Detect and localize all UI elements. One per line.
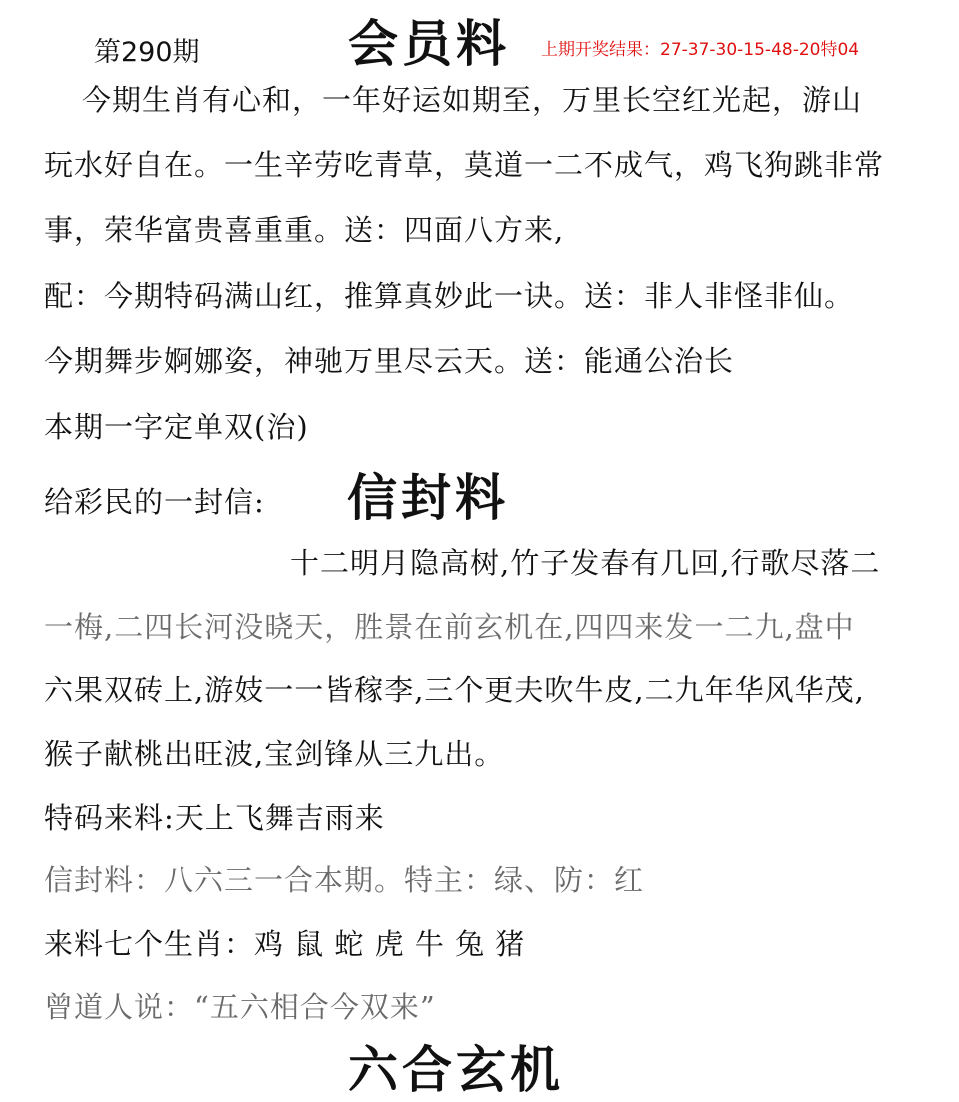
envelope-detail-line: 信封料：八六三一合本期。特主：绿、防：红 [44,863,645,897]
saying-line: 曾道人说：“五六相合今双来” [44,990,436,1024]
issue-number: 第290期 [94,37,200,68]
pei-line-1: 配：今期特码满山红，推算真妙此一诀。送：非人非怪非仙。 [44,279,855,313]
last-draw-result: 上期开奖结果：27-37-30-15-48-20特04 [541,40,860,60]
pei-line-2: 今期舞步婀娜姿，神驰万里尽云天。送：能通公治长 [44,344,735,378]
odd-even-line: 本期一字定单双(治) [44,410,309,444]
letter-line-2: 一梅,二四长河没晓天，胜景在前玄机在,四四来发一二九,盘中 [44,610,855,644]
letter-intro: 给彩民的一封信: [44,485,265,519]
page-title: 会员料 [348,15,510,73]
poem-line-2: 玩水好自在。一生辛劳吃青草，莫道一二不成气，鸡飞狗跳非常 [44,148,885,182]
zodiac-line: 来料七个生肖：鸡 鼠 蛇 虎 牛 兔 猪 [44,927,526,961]
poem-line-1: 今期生肖有心和，一年好运如期至，万里长空红光起，游山 [82,83,863,117]
poem-line-3: 事，荣华富贵喜重重。送：四面八方来, [44,213,565,247]
special-code-line: 特码来料:天上飞舞吉雨来 [44,801,385,835]
envelope-heading: 信封料 [347,469,509,527]
letter-line-1: 十二明月隐高树,竹子发春有几回,行歌尽落二 [290,546,881,580]
footer-heading: 六合玄机 [348,1041,564,1099]
letter-line-3: 六果双砖上,游妓一一皆稼李,三个更夫吹牛皮,二九年华风华茂, [44,673,865,707]
letter-line-4: 猴子献桃出旺波,宝剑锋从三九出。 [44,737,505,771]
